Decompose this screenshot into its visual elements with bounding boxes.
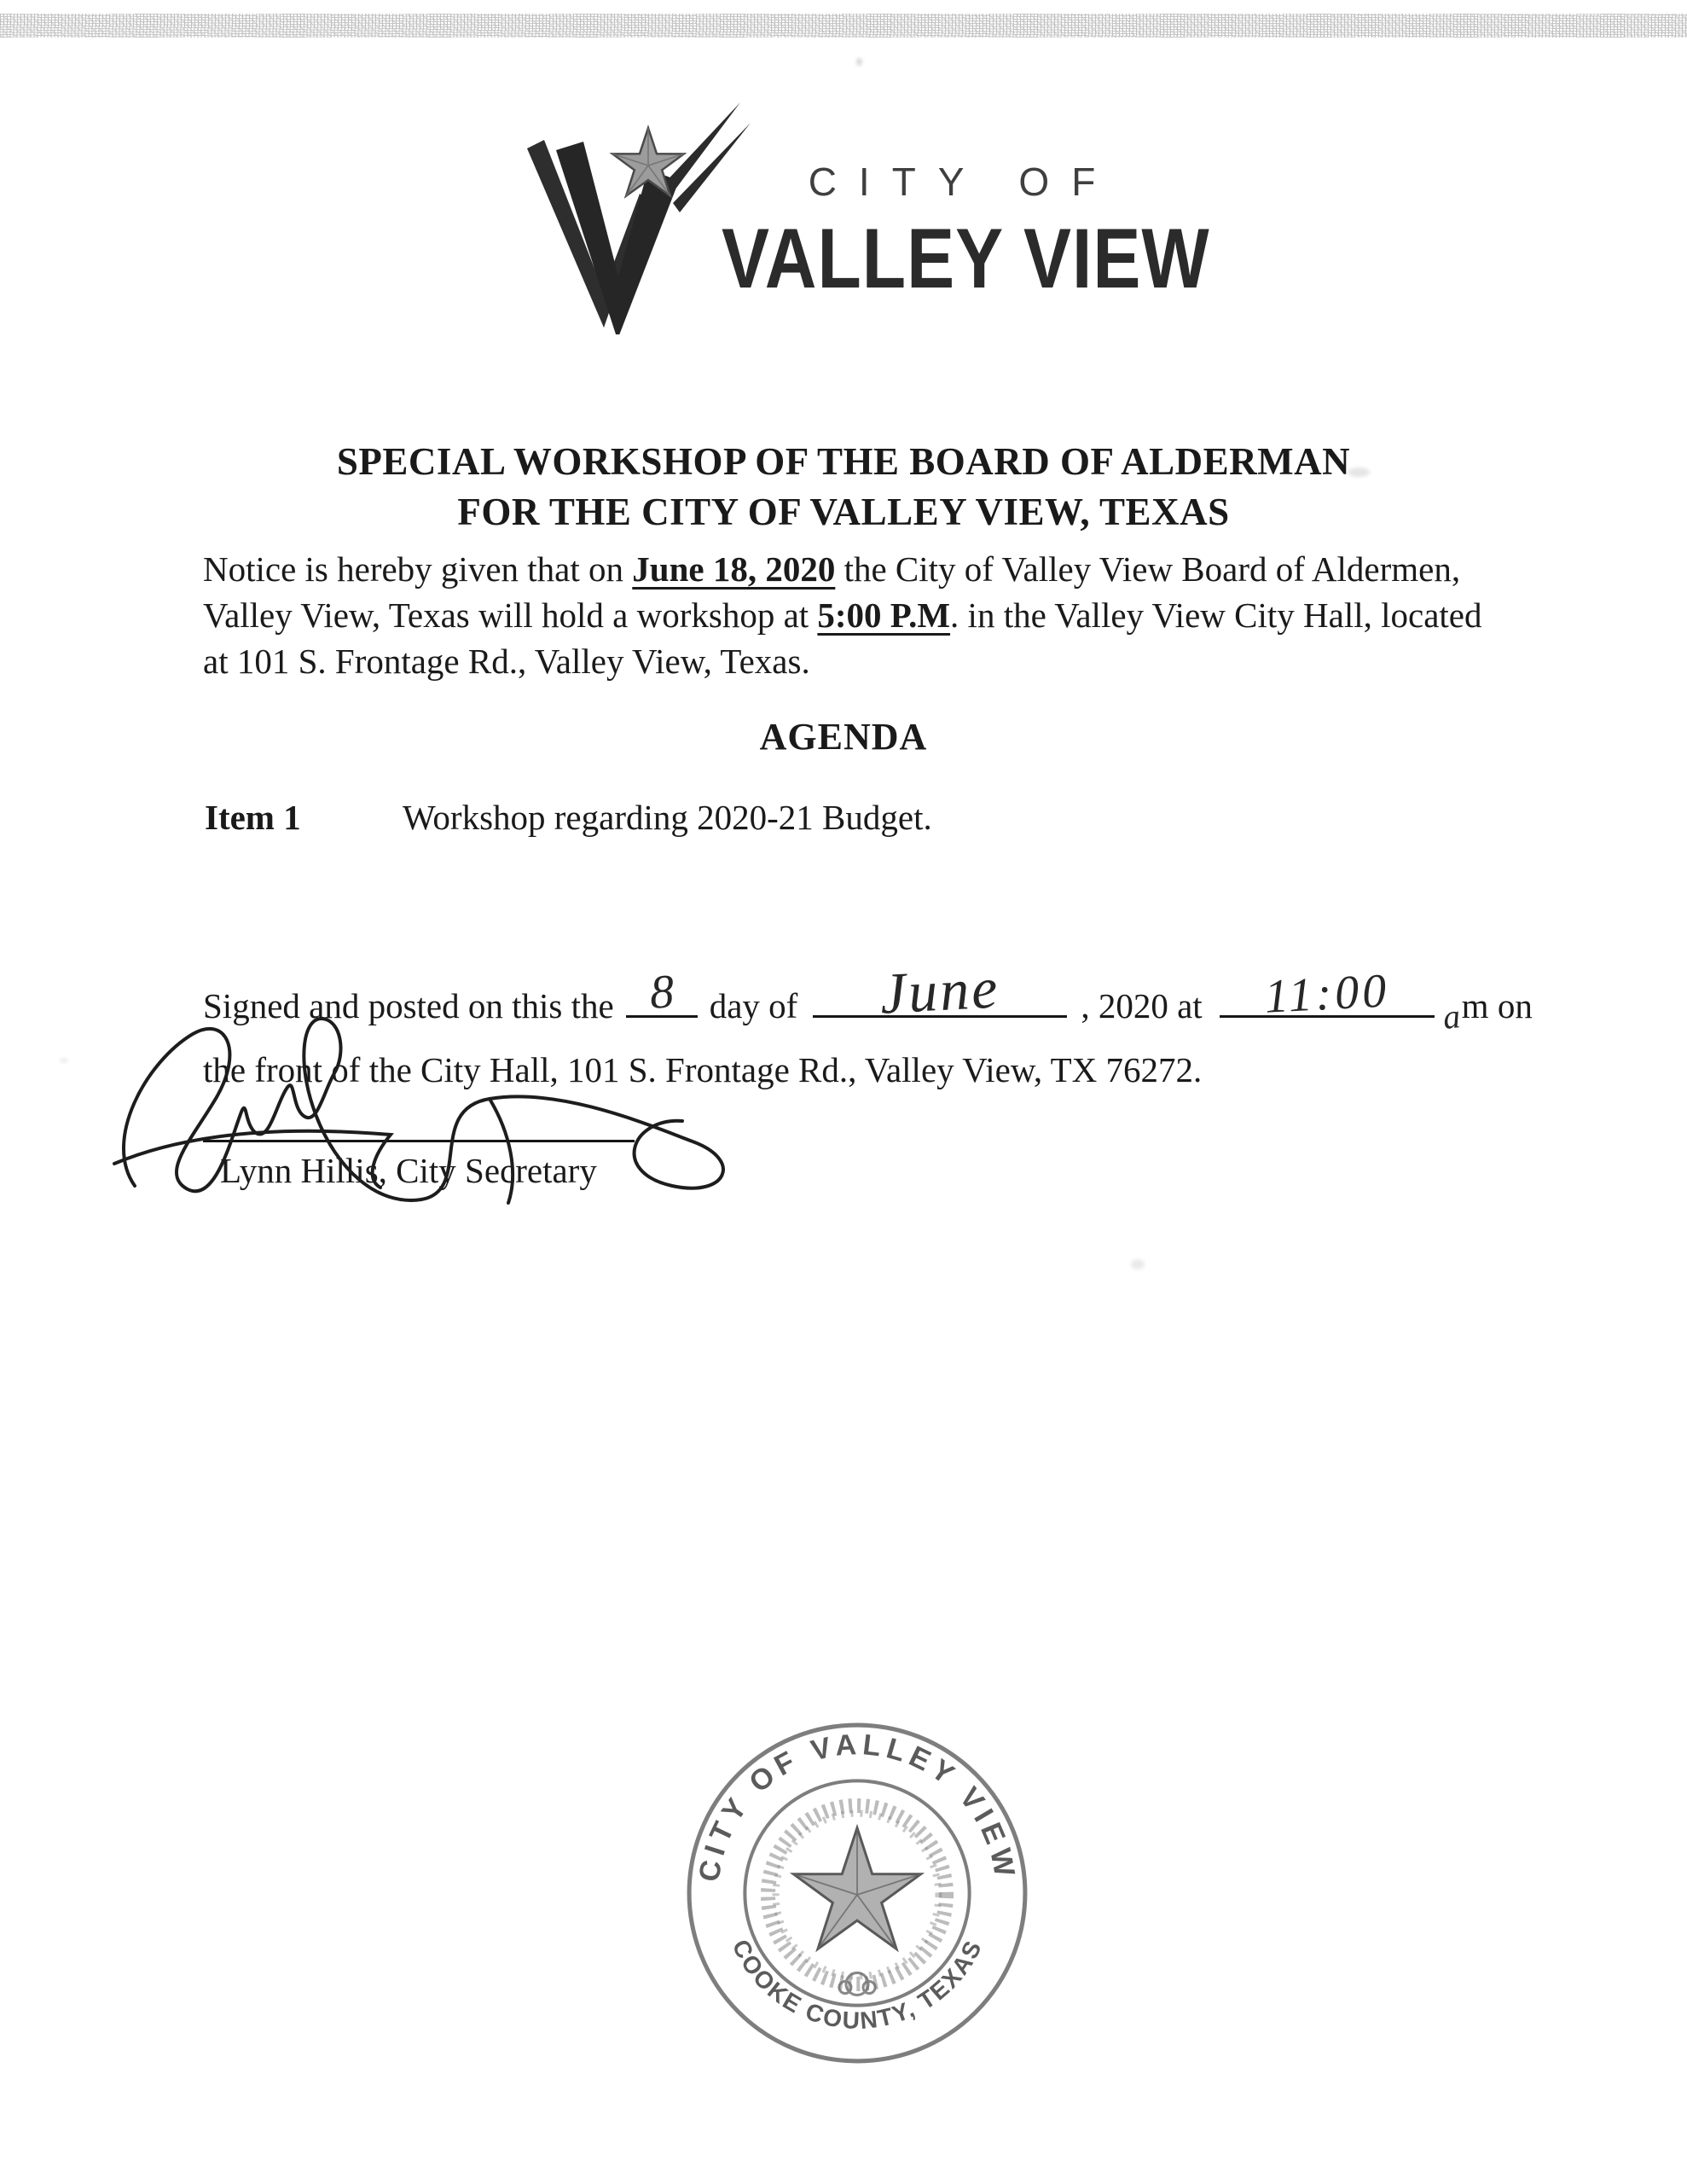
scan-smudge: [60, 1058, 68, 1063]
title-line-2: FOR THE CITY OF VALLEY VIEW, TEXAS: [457, 491, 1230, 533]
notice-time: 5:00 P.M: [817, 595, 951, 635]
agenda-item-label: Item 1: [205, 798, 301, 837]
scan-smudge: [856, 58, 862, 66]
scan-noise-band: [0, 14, 1687, 38]
signed-text: Signed and posted on this the: [203, 986, 614, 1025]
secretary-signature: [109, 1005, 783, 1217]
time-blank: [1220, 964, 1435, 1024]
secretary-name-line: Lynn Hillis, City Secretary: [220, 1151, 597, 1190]
signed-text: , 2020 at: [1081, 986, 1203, 1025]
logo-name-text: VALLEY VIEW: [722, 211, 1210, 306]
notice-date: June 18, 2020: [632, 549, 836, 589]
notice-text: the City of Valley View Board of Aldermen, Valley View, Texas will hold a workshop at: [203, 549, 1461, 635]
agenda-item-text: Workshop regarding 2020-21 Budget.: [403, 798, 932, 837]
logo-text: [722, 96, 1210, 306]
agenda-heading: AGENDA: [759, 716, 928, 758]
title-line-1: SPECIAL WORKSHOP OF THE BOARD OF ALDERMAN: [336, 440, 1351, 483]
notice-text: Notice is hereby given that on: [203, 549, 633, 589]
city-seal: [677, 1713, 1037, 2073]
handwritten-day: 8: [648, 965, 675, 1019]
handwritten-meridiem: a: [1441, 996, 1462, 1037]
agenda-item-row: [205, 797, 1501, 838]
seal-top-text: CITY OF VALLEY VIEW: [693, 1728, 1022, 1885]
scan-smudge: [1131, 1259, 1145, 1269]
notice-paragraph: [203, 546, 1506, 684]
handwritten-time: 11:00: [1262, 964, 1391, 1024]
logo-city-of-text: CITY OF: [808, 160, 1118, 204]
signed-text: day of: [709, 986, 798, 1025]
city-logo: [519, 96, 1210, 334]
signed-posted-line-2: the front of the City Hall, 101 S. Frontage Rd., Valley View, TX 76272.: [203, 1050, 1203, 1089]
month-blank: [813, 955, 1067, 1026]
notice-text: . in the Valley View City Hall, located at 101 S. Frontage Rd., Valley View, Texas.: [203, 595, 1482, 681]
seal-bottom-text: COOKE COUNTY, TEXAS: [727, 1935, 988, 2035]
signed-text: m on: [1461, 986, 1533, 1025]
handwritten-month: June: [878, 955, 1002, 1026]
document-title: [0, 437, 1687, 537]
